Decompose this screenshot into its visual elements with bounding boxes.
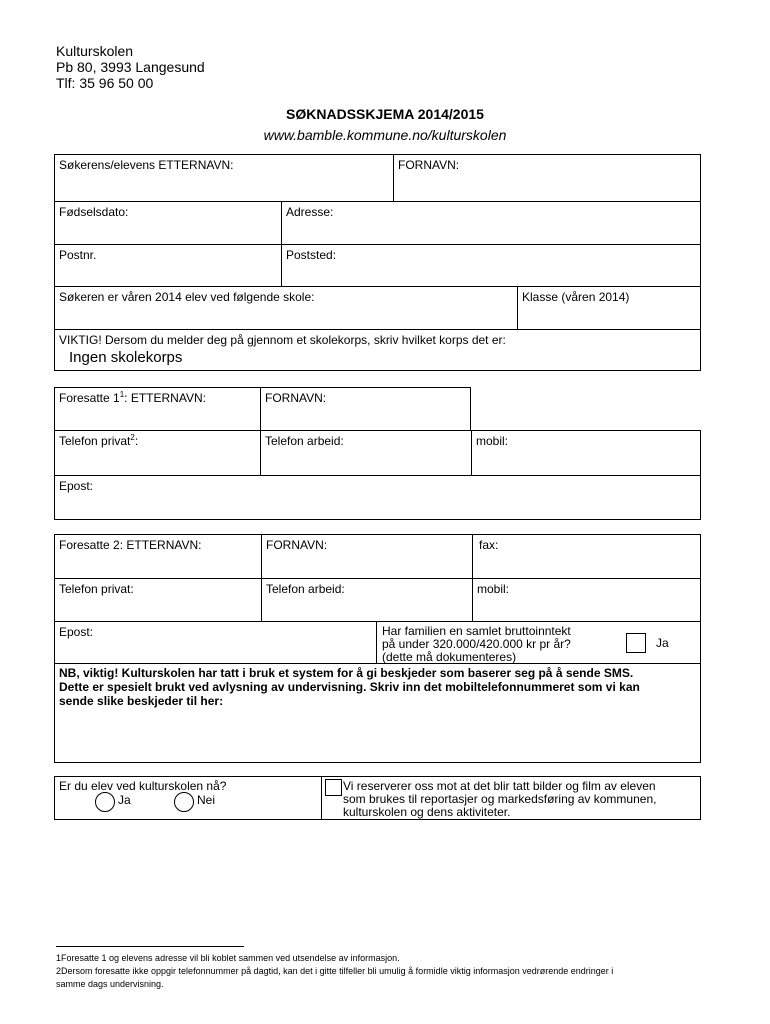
guardian1-phone-private-label: Telefon privat$^2$:: [59, 433, 139, 448]
footnote-1: 1Foresatte 1 og elevens adresse vil bli koblet sammen ved utsendelse av informasjon.: [56, 953, 400, 963]
student-firstname-label: FORNAVN:: [398, 158, 460, 172]
postnr-label: Postnr.: [59, 248, 97, 262]
student-firstname-field[interactable]: [393, 155, 701, 201]
reservation-line3: kulturskolen og dens aktiviteter.: [343, 805, 511, 819]
income-yes-label: Ja: [656, 636, 669, 650]
reservation-cell: [321, 777, 701, 819]
guardian2-phone-work-field[interactable]: [261, 578, 472, 621]
guardian2-phone-private-label: Telefon privat:: [59, 582, 134, 596]
guardian1-mobile-label: mobil:: [476, 434, 509, 448]
reservation-line2: som brukes til reportasjer og markedsføring av kommunen,: [343, 792, 657, 806]
guardian1-email-label: Epost:: [59, 479, 94, 493]
student-lastname-field[interactable]: [55, 155, 393, 201]
guardian2-section: [54, 534, 701, 763]
guardian1-phone-work-field[interactable]: [260, 430, 471, 476]
korps-field[interactable]: [55, 329, 701, 371]
sms-number-field[interactable]: [55, 663, 701, 763]
guardian2-phone-work-label: Telefon arbeid:: [266, 582, 345, 596]
current-no-radio[interactable]: [174, 792, 194, 812]
guardian2-firstname-field[interactable]: [261, 535, 472, 578]
sms-notice-line2: Dette er spesielt brukt ved avlysning av undervisning. Skriv inn det mobiltelefonnummeret som vi kan: [59, 680, 640, 694]
guardian2-email-label: Epost:: [59, 625, 94, 639]
student-lastname-label: Søkerens/elevens ETTERNAVN:: [59, 158, 234, 172]
income-line1: Har familien en samlet bruttoinntekt: [382, 624, 571, 638]
class-label: Klasse (våren 2014): [522, 290, 630, 304]
income-line2: på under 320.000/420.000 kr pr år?: [382, 637, 571, 651]
guardian2-lastname-label: Foresatte 2: ETTERNAVN:: [59, 538, 202, 552]
website-link[interactable]: www.bamble.kommune.no/kulturskolen: [263, 127, 507, 143]
guardian1-lastname-field[interactable]: [54, 387, 260, 431]
guardian2-fax-field[interactable]: [472, 535, 701, 578]
current-yes-label: Ja: [118, 793, 131, 807]
guardian2-firstname-label: FORNAVN:: [266, 538, 328, 552]
birthdate-field[interactable]: [55, 201, 281, 244]
footnote-separator: [56, 946, 244, 947]
current-no-label: Nei: [197, 793, 216, 807]
postal-address: Pb 80, 3993 Langesund: [56, 59, 205, 75]
reservation-line1: Vi reserverer oss mot at det blir tatt bilder og film av eleven: [343, 779, 656, 793]
income-question: [376, 621, 701, 663]
birthdate-label: Fødselsdato:: [59, 205, 129, 219]
form-title: SØKNADSSKJEMA 2014/2015: [286, 106, 484, 122]
income-line3: (dette må dokumenteres): [382, 650, 517, 664]
guardian1-email-field[interactable]: [54, 475, 701, 520]
phone-number: Tlf: 35 96 50 00: [56, 75, 154, 91]
korps-value: Ingen skolekorps: [69, 349, 183, 366]
guardian2-email-field[interactable]: [55, 621, 376, 663]
guardian1-firstname-field[interactable]: [260, 387, 471, 431]
reservation-checkbox[interactable]: [325, 779, 342, 796]
sms-notice-line3: sende slike beskjeder til her:: [59, 694, 224, 708]
footnote-2-line1: 2Dersom foresatte ikke oppgir telefonnummer på dagtid, kan det i gitte tilfeller bli umulig å formidle viktig informasjon vedrørende endringer i: [56, 966, 614, 976]
class-field[interactable]: [517, 286, 701, 329]
footnote-2-line2: samme dags undervisning.: [56, 979, 164, 989]
address-field[interactable]: [281, 201, 701, 244]
current-student-section: [54, 776, 701, 820]
postnr-field[interactable]: [55, 244, 281, 286]
address-label: Adresse:: [286, 205, 334, 219]
guardian1-lastname-label: Foresatte $1^1$: ETTERNAVN:: [59, 390, 206, 405]
student-section: [54, 154, 701, 371]
poststed-field[interactable]: [281, 244, 701, 286]
guardian1-phone-private-field[interactable]: [54, 430, 260, 476]
current-yes-radio[interactable]: [95, 792, 115, 812]
guardian1-phone-work-label: Telefon arbeid:: [265, 434, 344, 448]
poststed-label: Poststed:: [286, 248, 337, 262]
current-student-question-cell: [55, 777, 321, 819]
income-yes-checkbox[interactable]: [626, 633, 646, 653]
school-label: Søkeren er våren 2014 elev ved følgende skole:: [59, 290, 315, 304]
guardian2-fax-label: fax:: [479, 538, 499, 552]
guardian1-firstname-label: FORNAVN:: [265, 391, 327, 405]
guardian1-section: [54, 387, 701, 520]
school-field[interactable]: [55, 286, 517, 329]
guardian2-phone-private-field[interactable]: [55, 578, 261, 621]
school-address-block: [56, 43, 205, 91]
current-student-question: Er du elev ved kulturskolen nå?: [59, 779, 227, 793]
guardian2-mobile-field[interactable]: [472, 578, 701, 621]
korps-label: VIKTIG! Dersom du melder deg på gjennom et skolekorps, skriv hvilket korps det er:: [59, 333, 506, 347]
org-name: Kulturskolen: [56, 43, 134, 59]
sms-notice-line1: NB, viktig! Kulturskolen har tatt i bruk et system for å gi beskjeder som baserer seg på å sende SMS.: [59, 666, 634, 680]
guardian2-mobile-label: mobil:: [477, 582, 510, 596]
guardian1-mobile-field[interactable]: [471, 430, 701, 476]
guardian2-lastname-field[interactable]: [55, 535, 261, 578]
